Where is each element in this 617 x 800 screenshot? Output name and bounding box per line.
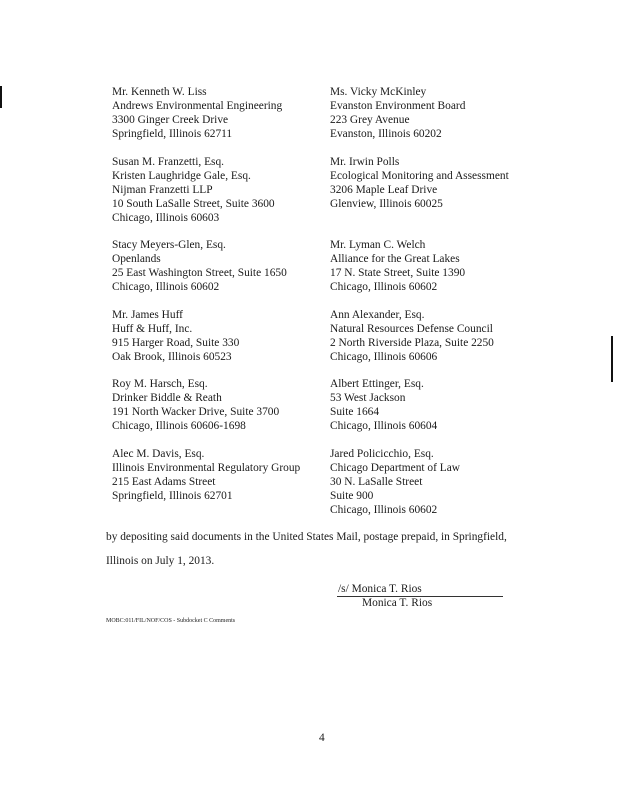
address-line: Stacy Meyers-Glen, Esq. bbox=[112, 239, 226, 251]
address-block-harsch bbox=[112, 377, 279, 433]
address-block-policicchio bbox=[330, 447, 460, 517]
address-line: 3206 Maple Leaf Drive bbox=[330, 184, 438, 196]
signature-printed-name: Monica T. Rios bbox=[362, 597, 433, 609]
address-line: 915 Harger Road, Suite 330 bbox=[112, 337, 240, 349]
address-line: Alliance for the Great Lakes bbox=[330, 253, 460, 265]
scan-mark-right bbox=[611, 336, 613, 382]
address-line: Evanston, Illinois 60202 bbox=[330, 128, 442, 140]
address-line: Ms. Vicky McKinley bbox=[330, 86, 427, 98]
address-line: Chicago, Illinois 60602 bbox=[330, 504, 438, 516]
address-line: Chicago, Illinois 60604 bbox=[330, 420, 438, 432]
address-block-meyers-glen bbox=[112, 238, 287, 294]
address-line: Springfield, Illinois 62701 bbox=[112, 490, 233, 502]
address-line: Chicago, Illinois 60603 bbox=[112, 212, 220, 224]
body-paragraph: by depositing said documents in the United States Mail, postage prepaid, in Springfield, bbox=[106, 531, 507, 543]
address-line: 3300 Ginger Creek Drive bbox=[112, 114, 229, 126]
address-line: Illinois Environmental Regulatory Group bbox=[112, 462, 301, 474]
address-line: Huff & Huff, Inc. bbox=[112, 323, 193, 335]
address-line: Jared Policicchio, Esq. bbox=[330, 448, 434, 460]
address-line: Susan M. Franzetti, Esq. bbox=[112, 156, 224, 168]
address-line: 215 East Adams Street bbox=[112, 476, 216, 488]
address-line: Mr. James Huff bbox=[112, 309, 183, 321]
address-line: Suite 1664 bbox=[330, 406, 380, 418]
document-code: MOBC:011/FIL/NOF/COS - Subdocket C Comments bbox=[106, 618, 236, 624]
address-line: 2 North Riverside Plaza, Suite 2250 bbox=[330, 337, 494, 349]
address-line: 53 West Jackson bbox=[330, 392, 406, 404]
address-line: Chicago, Illinois 60606 bbox=[330, 351, 438, 363]
body-paragraph-date: Illinois on July 1, 2013. bbox=[106, 555, 215, 567]
address-line: Evanston Environment Board bbox=[330, 100, 466, 112]
address-line: Ann Alexander, Esq. bbox=[330, 309, 425, 321]
page-number: 4 bbox=[319, 732, 325, 744]
address-block-ettinger bbox=[330, 377, 437, 433]
address-line: Albert Ettinger, Esq. bbox=[330, 378, 424, 390]
address-line: Oak Brook, Illinois 60523 bbox=[112, 351, 232, 363]
address-line: Chicago, Illinois 60602 bbox=[112, 281, 220, 293]
address-line: Chicago Department of Law bbox=[330, 462, 460, 474]
address-line: Suite 900 bbox=[330, 490, 374, 502]
address-line: Drinker Biddle & Reath bbox=[112, 392, 222, 404]
address-block-polls bbox=[330, 155, 509, 211]
address-block-welch bbox=[330, 238, 465, 294]
address-line: Alec M. Davis, Esq. bbox=[112, 448, 205, 460]
address-line: Mr. Lyman C. Welch bbox=[330, 239, 426, 251]
address-line: 25 East Washington Street, Suite 1650 bbox=[112, 267, 287, 279]
address-line: Mr. Kenneth W. Liss bbox=[112, 86, 207, 98]
address-line: 223 Grey Avenue bbox=[330, 114, 410, 126]
address-block-mckinley bbox=[330, 85, 465, 141]
address-line: 30 N. LaSalle Street bbox=[330, 476, 423, 488]
address-line: Ecological Monitoring and Assessment bbox=[330, 170, 509, 182]
address-line: Nijman Franzetti LLP bbox=[112, 184, 213, 196]
address-line: 10 South LaSalle Street, Suite 3600 bbox=[112, 198, 275, 210]
address-line: Chicago, Illinois 60602 bbox=[330, 281, 438, 293]
address-line: Springfield, Illinois 62711 bbox=[112, 128, 233, 140]
address-line: Openlands bbox=[112, 253, 161, 265]
address-line: Andrews Environmental Engineering bbox=[112, 100, 283, 112]
address-line: 17 N. State Street, Suite 1390 bbox=[330, 267, 466, 279]
signature-electronic: /s/ Monica T. Rios bbox=[338, 583, 422, 595]
scan-mark-left bbox=[0, 86, 2, 108]
address-block-franzetti bbox=[112, 155, 275, 225]
address-block-alexander bbox=[330, 308, 494, 364]
address-line: Glenview, Illinois 60025 bbox=[330, 198, 443, 210]
address-block-davis bbox=[112, 447, 300, 503]
address-line: Chicago, Illinois 60606-1698 bbox=[112, 420, 246, 432]
address-line: Roy M. Harsch, Esq. bbox=[112, 378, 208, 390]
address-line: Natural Resources Defense Council bbox=[330, 323, 493, 335]
address-block-liss bbox=[112, 85, 282, 141]
address-line: Kristen Laughridge Gale, Esq. bbox=[112, 170, 251, 182]
address-line: 191 North Wacker Drive, Suite 3700 bbox=[112, 406, 280, 418]
address-block-huff bbox=[112, 308, 239, 364]
address-line: Mr. Irwin Polls bbox=[330, 156, 400, 168]
